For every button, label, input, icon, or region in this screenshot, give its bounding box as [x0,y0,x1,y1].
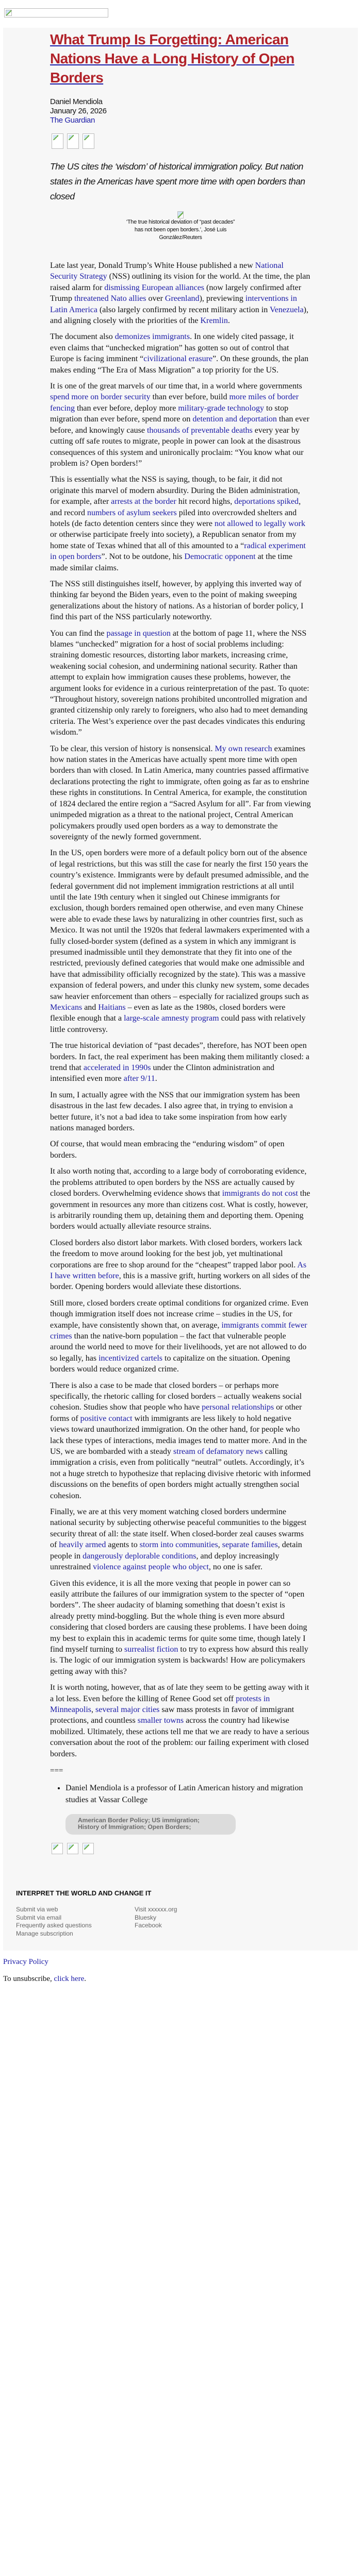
submit-email-link[interactable]: Submit via email [16,1913,62,1921]
article-paragraph [50,1166,311,1232]
article-paragraph [50,1578,311,1677]
paragraph-text: (now largely confirmed after Trump [50,283,302,303]
broken-image-icon [6,10,12,16]
paragraph-text: across the country had likewise mobilized. Ultimately, these actions tell me that we are ready to have a serious conversation about the root of the problem: our failing experiment with closed borders. [50,1716,309,1758]
inline-link[interactable]: large-scale amnesty program [124,1014,219,1023]
article-paragraph [50,474,311,573]
paragraph-text: It also worth noting that, according to a large body of corroborating evidence, the problems attributed to open borders by the NSS are actually caused by closed borders. Overwhelming evidence shows that [50,1167,307,1198]
paragraph-text: Still more, closed borders create optimal conditions for organized crime. Even though immigration itself does not increase crime – studies in the US, for example, have consistently shown that, on average, [50,1298,308,1330]
article-figure [50,211,311,242]
paragraph-text: than ever before, and knowingly cause [50,415,309,435]
paragraph-text: over [146,294,165,303]
paragraph-text: and [84,1003,99,1012]
paragraph-text: Closed borders also distort labor markets. With closed borders, workers lack the freedom to move around looking for the best job, yet multinational corporations are free to shop around for the “cheapest” trapped labor pool. [50,1238,302,1269]
paragraph-text: every year by cutting off safe routes to migrate, people in power can look at the disastrous consequences of this system and unironically proclaim: “You know what our problem is? Open borders!” [50,426,304,468]
inline-link[interactable]: threatened Nato allies [74,294,146,303]
paragraph-text: calling immigration a crisis, even from politically “neutral” outlets. Accordingly, it’s not a huge stretch to hypothesize that replacing divisive rhetoric with informed discussions on the benefits of open borders might actually strengthen social cohesion. [50,1447,311,1500]
paragraph-text: than ever before, deploy more [76,403,178,413]
inline-link[interactable]: immigrants do not cost [222,1189,298,1198]
footer-right-links [135,1906,253,1938]
inline-link[interactable]: dangerously deplorable conditions [83,1551,196,1561]
inline-link[interactable]: My own research [215,744,274,753]
author-bio: • Daniel Mendiola is a professor of Latin American history and migration studies at Vassar College [65,1783,311,1806]
unsubscribe-suffix: . [84,1975,86,1983]
paragraph-text: Finally, we are at this very moment watching closed borders undermine national security by subjecting otherwise peaceful communities to the biggest security threat of all: the state itself. When closed-border zeal causes swarms of [50,1507,307,1550]
paragraph-text: at the time made similar claims. [50,552,293,572]
paragraph-text: The document also [50,332,115,342]
inline-link[interactable]: deportations spiked [234,497,299,506]
paragraph-text: piled into overcrowded shelters and hotels (de facto detention centers since they were [50,508,297,528]
inline-link[interactable]: heavily armed [59,1540,106,1550]
paragraph-text: , this is a massive grift, hurting workers on all sides of the border. Opening borders would alleviate these distortions. [50,1271,310,1292]
paragraph-text: It is one of the great marvels of our time that, in a world where governments [50,382,302,391]
article-paragraph [50,579,311,623]
paragraph-text: , and record [50,497,301,517]
paragraph-text: Given this evidence, it is all the more vexing that people in power can so easily attribute the failures of our immigration system to the specter of “open borders”. The sheer audacity of blaming something that doesn’t exist is already pretty mind-boggling. But the whole thing is even more absurd considering that closed borders are causing these problems. I have been doing my best to explain this in academic terms for quite some time, though lately I find myself turning to [50,1579,307,1654]
newsletter-footer [16,1858,311,1951]
inline-link[interactable]: civilizational erasure [143,354,212,364]
inline-link[interactable]: positive contact [80,1414,133,1423]
footer-heading: INTERPRET THE WORLD AND CHANGE IT [16,1889,152,1897]
publish-date: January 26, 2026 [50,107,107,115]
paragraph-text: ), and aligning closely with the priorities of the [50,305,308,326]
paragraph-text: under the Clinton administration and intensified even more [50,1063,274,1083]
article-container [3,28,358,1951]
inline-link[interactable]: Mexicans [50,1003,85,1012]
inline-link[interactable]: Democratic opponent [184,552,256,562]
article-paragraph [50,381,311,469]
email-bottom [3,1958,361,1984]
inline-link[interactable]: dismissing European alliances [104,283,205,292]
article-paragraph [50,1298,311,1375]
article-paragraph [50,1040,311,1084]
paragraph-text: This is essentially what the NSS is saying, though, to be fair, it did not originate this marvel of modern absurdity. During the Biden administration, for example, after [50,475,300,506]
footer-left-links [16,1906,135,1938]
inline-link[interactable]: after 9/11 [123,1074,155,1083]
paragraph-text: examines how nation states in the Americas have actually spent more time with open borders than with closed. In Latin America, many countries passed affirmative declarations protecting the right to immigrate, often going as far as to enshrine these rights in constitutions. In Central America, for example, the constitution of 1824 declared the entire region a “Sacred Asylum for all”. Far from viewing unimpeded migration as a threat to the national project, Central American policymakers proudly used open borders as a way to demonstrate the sovereignty of the newly formed government. [50,744,311,841]
share-icon-3[interactable] [83,1843,94,1854]
paragraph-text: the government in resources any more than citizens cost. What is costly, however, is arbitrarily rounding them up, detaining them and deporting them. Opening borders would actually alleviate resource strains. [50,1189,310,1231]
byline [50,97,311,125]
paragraph-text: at the bottom of page 11, where the NSS blames “unchecked” migration for a host of social problems including: straining domestic resources, distorting labor markets, increasing crime, weakening social cohesion, and undermining national security. Rather than attempt to explain how immigration causes these problems, however, the argument looks for evidence in a curious reinterpretation of the past. To quote: “Throughout history, sovereign nations prohibited uncontrolled migration and granted citizenship only rarely to foreigners, who also had to meet demanding criteria. The West’s experience over the past decades vindicates this enduring wisdom.” [50,629,309,737]
article-paragraph [50,260,311,326]
paragraph-text: to capitalize on the situation. Opening borders would reduce organized crime. [50,1353,290,1374]
inline-link[interactable]: smaller towns [137,1716,184,1725]
inline-link[interactable]: Greenland [165,294,200,303]
header-logo[interactable] [4,8,108,18]
paragraph-text: The true historical deviation of “past decades”, therefore, has NOT been open borders. In fact, the real experiment has been making them militantly closed: a trend that [50,1041,309,1073]
facebook-link[interactable]: Facebook [135,1922,162,1929]
article-paragraph [50,1380,311,1501]
paragraph-text: or otherwise participate freely into society), a Republican senator from my home state of Texas whined that all of this amounted to a “ [50,530,297,550]
inline-link[interactable]: personal relationships [202,1403,274,1412]
article-paragraph [50,1139,311,1161]
inline-link[interactable]: arrests at the border [111,497,178,506]
paragraph-text: agents to [106,1540,140,1550]
paragraph-text: . [155,1074,157,1083]
share-bar-top [50,133,311,149]
standfirst: The US cites the ‘wisdom’ of historical immigration policy. But nation states in the Americas have spent more time with open borders than closed [50,161,305,201]
unsubscribe-link[interactable]: click here [54,1975,85,1983]
inline-link[interactable]: detention and deportation [192,415,279,424]
share-icon-1[interactable] [52,133,63,149]
unsubscribe-text: To unsubscribe, [3,1975,54,1983]
article-paragraph [50,1682,311,1759]
paragraph-text: Of course, that would mean embracing the “enduring wisdom” of open borders. [50,1140,285,1160]
visit-site-link[interactable]: Visit xxxxxx.org [135,1906,177,1913]
paragraph-text: . [227,316,230,326]
share-icon-3[interactable] [83,133,94,149]
paragraph-text: to try to express how absurd this really is. The logic of our immigration system is backwards! How are policymakers getting away with this? [50,1645,308,1676]
article-paragraph [50,1238,311,1293]
share-icon-1[interactable] [52,1843,63,1854]
share-icon-2[interactable] [67,133,79,149]
inline-link[interactable]: stream of defamatory news [173,1447,263,1456]
separator: === [50,1767,63,1775]
inline-link[interactable]: demonizes immigrants [114,332,190,342]
paragraph-text: There is also a case to be made that closed borders – or perhaps more specifically, the rhetoric calling for closed borders – actually weakens social cohesion. Studies show that people who have [50,1381,302,1412]
submit-web-link[interactable]: Submit via web [16,1906,58,1913]
paragraph-text: , detain people in [50,1540,302,1561]
inline-link[interactable]: Haitians [98,1003,128,1012]
paragraph-text: ”. Not to be outdone, his [101,552,185,562]
inline-link[interactable]: storm into communities [139,1540,218,1550]
share-icon-2[interactable] [67,1843,78,1854]
paragraph-text: (also largely confirmed by recent military action in [97,305,270,314]
paragraph-text: hit record highs, [178,497,235,506]
inline-link[interactable]: thousands of preventable deaths [146,426,253,435]
paragraph-text: , no one is safer. [208,1563,262,1572]
inline-link[interactable]: surrealist fiction [124,1645,178,1654]
article-paragraph [50,1090,311,1134]
paragraph-text: To be clear, this version of history is nonsensical. [50,744,215,753]
paragraph-text: with immigrants are less likely to hold negative views toward unauthorized immigration. On the other hand, for people who lack these types of interactions, media images tend to matter more. And in the US, we are bombarded with a steady [50,1414,307,1456]
inline-link[interactable]: accelerated in 1990s [83,1063,153,1073]
paragraph-text: than ever before, build [150,393,229,402]
inline-link[interactable]: passage in question [106,629,171,638]
article-paragraph [50,848,311,1035]
tags-box [65,1814,236,1835]
inline-link[interactable]: incentivized cartels [99,1353,162,1363]
inline-link[interactable]: more miles of border fencing [50,393,299,413]
inline-link[interactable]: spend more on border security [50,393,151,402]
source-link[interactable]: The Guardian [50,116,95,125]
paragraph-text: – even as late as the 1980s, closed borders were flexible enough that a [50,1003,286,1023]
paragraph-text: or other forms of [50,1403,302,1423]
paragraph-text: ), previewing [199,294,245,303]
paragraph-text: could pass with relatively little controversy. [50,1014,306,1034]
author-name: Daniel Mendiola [50,97,103,106]
tags-link[interactable]: American Border Policy; US immigration; History of Immigration; Open Borders; [78,1817,200,1831]
article-body [50,260,311,1759]
paragraph-text: saw mass protests in favor of immigrant protections, and countless [50,1705,294,1725]
privacy-policy-link[interactable]: Privacy Policy [3,1958,48,1966]
article-paragraph [50,1506,311,1572]
inline-link[interactable]: As I have written before [50,1260,307,1280]
inline-link[interactable]: separate families [222,1540,278,1550]
paragraph-text: to stop migration than ever before, spend more on [50,403,289,424]
inline-link[interactable]: protests in Minneapolis [50,1694,270,1714]
author-bio-list [50,1783,311,1806]
inline-link[interactable]: interventions in Latin America [50,294,297,314]
inline-link[interactable]: several major cities [95,1705,160,1714]
paragraph-text: You can find the [50,629,107,638]
paragraph-text: than the native-born population – the fact that vulnerable people around the world need to move for their livelihoods, yet are not allowed to do so legally, has [50,1331,307,1363]
inline-link[interactable]: military-grade technology [178,403,264,413]
paragraph-text: , [218,1540,222,1550]
manage-subscription-link[interactable]: Manage subscription [16,1929,73,1937]
paragraph-text: Late last year, Donald Trump’s White House published a new [50,261,255,270]
image-caption: ‘The true historical deviation of “past decades” has not been open borders.’, José Luis González/Reuters [126,219,235,241]
paragraph-text: ”. On these grounds, the plan makes ending “The Era of Mass Migration” a top priority for the US. [50,354,309,375]
inline-link[interactable]: violence against people who object [93,1563,209,1572]
broken-image-icon [177,211,184,218]
inline-link[interactable]: National Security Strategy [50,261,284,281]
paragraph-text: . In one widely cited passage, it even claims that “unchecked migration” has gotten so out of control that Europe is facing imminent “ [50,332,294,364]
inline-link[interactable]: immigrants commit fewer crimes [50,1320,307,1341]
inline-link[interactable]: not allowed to legally work [214,519,305,528]
faq-link[interactable]: Frequently asked questions [16,1922,92,1929]
article-paragraph [50,331,311,376]
inline-link[interactable]: Venezuela [269,305,304,314]
inline-link[interactable]: Kremlin [200,316,228,326]
paragraph-text: , [91,1705,95,1714]
paragraph-text: It is worth noting, however, that as of late they seem to be getting away with it a lot less. Even before the killing of Renee Good set off [50,1683,309,1703]
paragraph-text: , and deploy increasingly unrestrained [50,1551,280,1572]
article-paragraph [50,743,311,843]
article-paragraph [50,628,311,738]
share-bar-bottom [50,1843,311,1858]
paragraph-text: (NSS) outlining its vision for the world. At the time, the plan raised alarm for [50,272,310,292]
inline-link[interactable]: numbers of asylum seekers [87,508,179,517]
article-title-link[interactable]: What Trump Is Forgetting: American Nations Have a Long History of Open Borders [50,31,294,86]
paragraph-text: In the US, open borders were more of a default policy born out of the absence of legal restrictions, but this was still the case for nearly the first 150 years the country’s existence. Immigrants were by default presumed admissible, and the federal government did not implement immigration restrictions at all until until the late 19th century when it singled out Chinese immigrants for exclusion, though borders remained open otherwise, and even many Chinese were able to evade these laws by naturalizing in other countries first, such as Mexico. It was not until the 1920s that federal lawmakers experimented with a fully closed-border system (defined as a system in which any immigrant is presumed inadmissible until they demonstrate that they fit into one of the restricted, previously defined categories that would make one admissible and have that admissibility officially recognized by the state). This was a massive expansion of federal powers, and under this clunky new system, some decades saw heavier enforcement than others – especially for racialized groups such as [50,849,310,1001]
inline-link[interactable]: radical experiment in open borders [50,541,306,562]
paragraph-text: The NSS still distinguishes itself, however, by applying this inverted way of thinking far beyond the Biden years, even to the point of making sweeping generalizations about the history of nations. As a historian of border policy, I find this part of the NSS particularly noteworthy. [50,579,304,622]
bluesky-link[interactable]: Bluesky [135,1913,157,1921]
paragraph-text: In sum, I actually agree with the NSS that our immigration system has been disastrous in the last few decades. I also agree that, in trying to envision a better future, it’s not a bad idea to take some inspiration from how early nations managed borders. [50,1090,300,1133]
